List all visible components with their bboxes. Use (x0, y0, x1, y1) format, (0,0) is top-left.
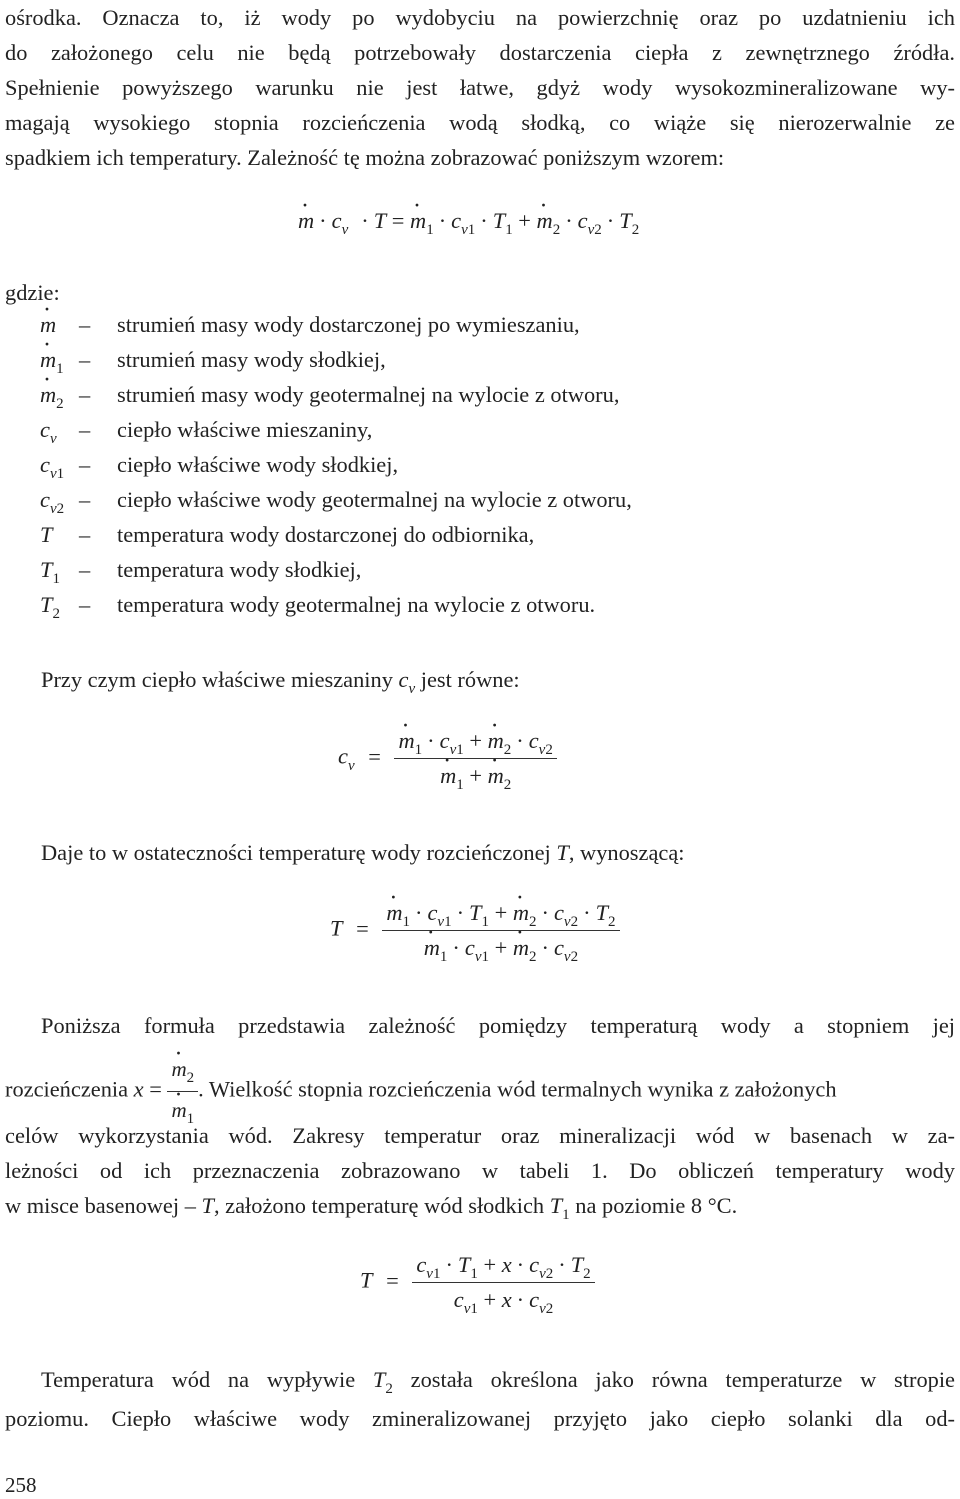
text-line: Spełnienie powyższego warunku nie jest łatwe, gdyż wody wysokozmineralizowane wy- (5, 75, 955, 100)
paragraph-dilution: Poniższa formuła przedstawia zależność pomiędzy temperaturą wody a stopniem jej (41, 1013, 955, 1038)
equation-temperature: T = · $m_1 \cdot c_{v1} \cdot T_1$ + · $m_2 \cdot c_{v2} \cdot T_2$ · $m_1 \cdot c_{v1}$ + · $m_2 \cdot c_{v2}$ (330, 900, 620, 961)
paragraph-intro (5, 0, 955, 175)
paragraph-specific-heat: Przy czym ciepło właściwe mieszaniny $c_v$ jest równe: (41, 667, 520, 697)
equation-mixing-balance: · $m \cdot c_v \cdot T$ = · $m_1 \cdot c_{v1} \cdot T_1$ + · $m_2 \cdot c_{v2} \cdot T_2$ (298, 208, 639, 234)
paragraph-outflow: Temperatura wód na wypływie $T_2$ została określona jako równa temperaturze w stropie poziomu. Ciepło właściwe wody zmineralizowanej przyjęto jako ciepło solanki dla od- (5, 1362, 955, 1436)
text-line: ośrodka. Oznacza to, iż wody po wydobyciu na powierzchnię oraz po uzdatnieniu ich (5, 5, 955, 30)
gdzie-label: gdzie: (5, 280, 60, 305)
paragraph-dilution-line2: rozcieńczenia x = · $m_2$ · $m_1$ . Wielkość stopnia rozcieńczenia wód termalnych wynika z założonych (5, 1052, 955, 1131)
equation-specific-heat: $c_v$ = · $m_1 \cdot c_{v1}$ + · $m_2 \cdot c_{v2}$ · $m_1$ + · $m_2$ (338, 728, 557, 789)
page-number: 258 (5, 1473, 37, 1497)
text-line: celów wykorzystania wód. Zakresy temperatur oraz mineralizacji wód w basenach w za- (5, 1123, 955, 1148)
text-line: do założonego celu nie będą potrzebowały dostarczenia ciepła z zewnętrznego źródła. (5, 40, 955, 65)
text-line: poziomu. Ciepło właściwe wody zmineralizowanej przyjęto jako ciepło solanki dla od- (5, 1406, 955, 1431)
text-line: magają wysokiego stopnia rozcieńczenia wodą słodką, co wiąże się nierozerwalnie ze (5, 110, 955, 135)
paragraph-final-temperature: Daje to w ostateczności temperaturę wody rozcieńczonej T, wynoszącą: (41, 840, 685, 865)
text-line: leżności od ich przeznaczenia zobrazowano w tabeli 1. Do obliczeń temperatury wody (5, 1158, 955, 1183)
text-line: spadkiem ich temperatury. Zależność tę można zobrazować poniższym wzorem: (5, 145, 725, 170)
equation-pool-temperature: T = $\frac{c_{v1} \cdot T_1 + x \cdot c_{v2} \cdot T_2}{c_{v1} + x \cdot c_{v2}}$ (360, 1252, 595, 1313)
paragraph-dilution-rest: celów wykorzystania wód. Zakresy temperatur oraz mineralizacji wód w basenach w za- leżności od ich przeznaczenia zobrazowano w tabeli 1. Do obliczeń temperatury wody w misce basenowej – T, założono temperaturę wód słodkich $T_1$ na poziomie 8 °C. (5, 1118, 955, 1227)
